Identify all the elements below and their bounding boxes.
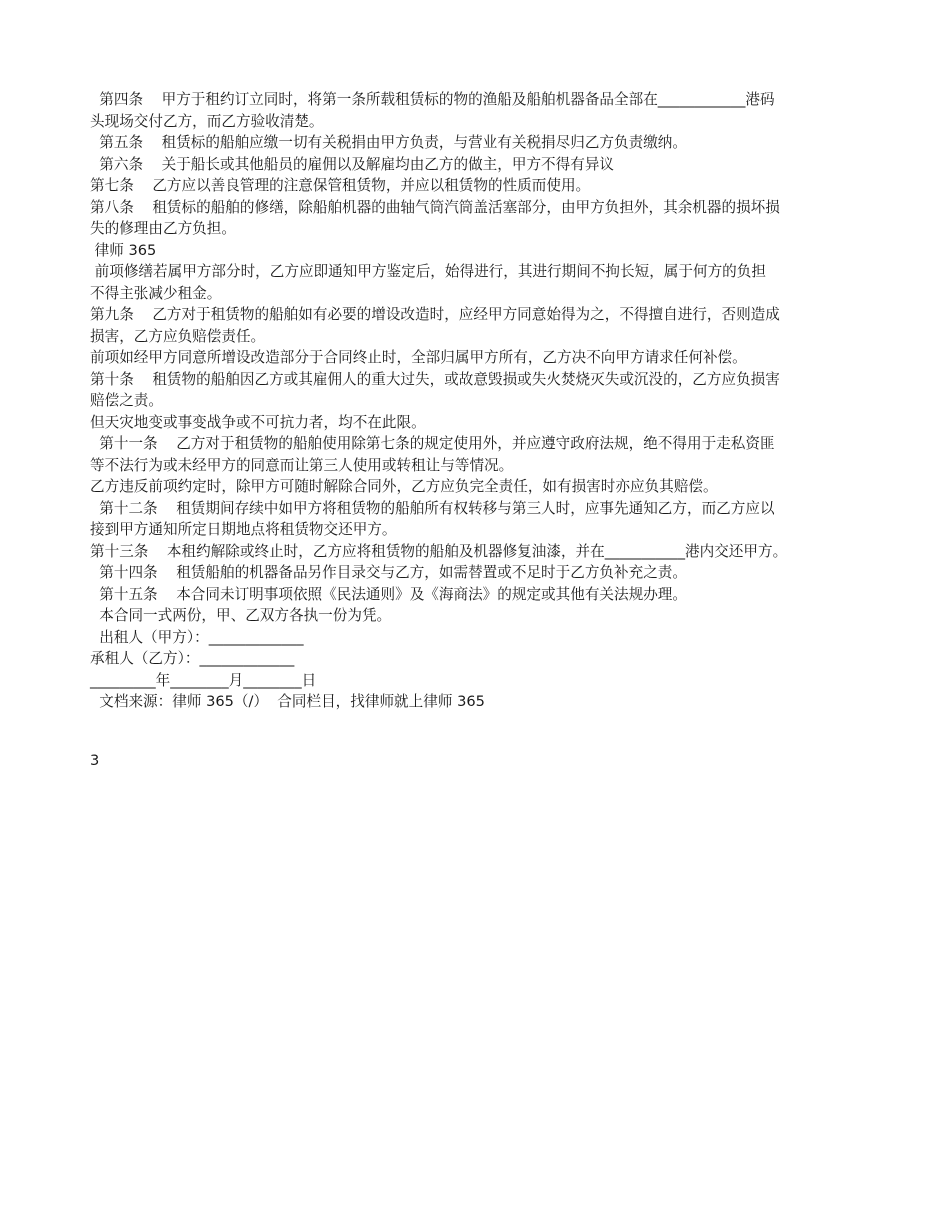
article-6: 第六条 关于船长或其他船员的雇佣以及解雇均由乙方的做主，甲方不得有异议 <box>90 155 615 173</box>
lessee-signature-line: 承租人（乙方）：_____________ <box>90 650 295 667</box>
article-9-clause: 前项如经甲方同意所增设改造部分于合同终止时，全部归属甲方所有，乙方决不向甲方请求任何补偿。 <box>90 349 747 366</box>
article-10-line-2: 赔偿之责。 <box>90 392 163 409</box>
copies-clause: 本合同一式两份，甲、乙双方各执一份为凭。 <box>90 607 392 624</box>
article-4-line-1: 第四条 甲方于租约订立同时，将第一条所载租赁标的物的渔船及船舶机器备品全部在____________港码 <box>90 91 775 108</box>
article-12-line-2: 接到甲方通知所定日期地点将租赁物交还甲方。 <box>90 521 397 538</box>
lessor-signature-line: 出租人（甲方）：_____________ <box>90 628 304 646</box>
article-10-exception: 但天灾地变或事变战争或不可抗力者，均不在此限。 <box>90 413 426 431</box>
article-13: 第十三条 本租约解除或终止时，乙方应将租赁物的船舶及机器修复油漆，并在___________港内交还甲方。 <box>90 542 788 560</box>
article-8-clause-line-2: 不得主张减少租金。 <box>90 284 222 302</box>
article-11-clause: 乙方违反前项约定时，除甲方可随时解除合同外，乙方应负完全责任，如有损害时亦应负其赔偿。 <box>90 478 718 495</box>
article-14: 第十四条 租赁船舶的机器备品另作目录交与乙方，如需替置或不足时于乙方负补充之责。 <box>90 564 687 581</box>
article-12-line-1: 第十二条 租赁期间存续中如甲方将租赁物的船舶所有权转移与第三人时，应事先通知乙方，而乙方应以 <box>90 499 775 517</box>
article-7: 第七条 乙方应以善良管理的注意保管租赁物，并应以租赁物的性质而使用。 <box>90 177 591 194</box>
date-line: _________年________月________日 <box>90 671 317 689</box>
contract-body <box>90 89 880 713</box>
article-8-line-2: 失的修理由乙方负担。 <box>90 220 236 237</box>
article-15: 第十五条 本合同未订明事项依照《民法通则》及《海商法》的规定或其他有关法规办理。 <box>90 585 687 603</box>
page-number: 3 <box>90 752 100 769</box>
article-11-line-1: 第十一条 乙方对于租赁物的船舶使用除第七条的规定使用外，并应遵守政府法规，绝不得用于走私资匪 <box>90 435 775 452</box>
article-8-clause-line-1: 前项修缮若属甲方部分时，乙方应即通知甲方鉴定后，始得进行，其进行期间不拘长短，属于何方的负担 <box>90 263 766 280</box>
source-watermark-text: 律师 365 <box>90 241 157 259</box>
article-9-line-1: 第九条 乙方对于租赁物的船舶如有必要的增设改造时，应经甲方同意始得为之，不得擅自进行，否则造成 <box>90 306 780 323</box>
article-4-line-2: 头现场交付乙方，而乙方验收清楚。 <box>90 112 324 130</box>
article-8-line-1: 第八条 租赁标的船舶的修缮，除船舶机器的曲轴气筒汽筒盖活塞部分，由甲方负担外，其余机器的损坏损 <box>90 198 780 216</box>
document-source-line: 文档来源：律师 365（/） 合同栏目，找律师就上律师 365 <box>90 693 485 710</box>
article-11-line-2: 等不法行为或未经甲方的同意而让第三人使用或转租让与等情况。 <box>90 456 514 474</box>
article-9-line-2: 损害，乙方应负赔偿责任。 <box>90 327 266 345</box>
article-10-line-1: 第十条 租赁物的船舶因乙方或其雇佣人的重大过失，或故意毁损或失火焚烧灭失或沉没的，乙方应负损害 <box>90 370 780 388</box>
article-5: 第五条 租赁标的船舶应缴一切有关税捐由甲方负责，与营业有关税捐尽归乙方负责缴纳。 <box>90 134 687 151</box>
